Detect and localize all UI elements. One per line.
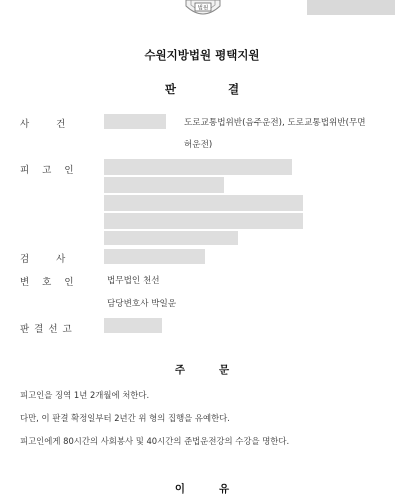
redacted-case-number: [104, 114, 166, 129]
emblem-text: 법원: [197, 5, 209, 12]
order-line: 다만, 이 판결 확정일부터 2년간 위 형의 집행을 유예한다.: [20, 413, 230, 423]
prosecutor-label: 검사: [20, 254, 93, 265]
redacted-prosecutor: [104, 249, 205, 264]
case-value-line-1: 도로교통법위반(음주운전), 도로교통법위반(무면: [184, 118, 366, 128]
order-line: 피고인에게 80시간의 사회봉사 및 40시간의 준법운전강의 수강을 명한다.: [20, 436, 290, 446]
redacted-defendant-line: [104, 159, 292, 175]
redacted-defendant-line: [104, 177, 224, 193]
defendant-label: 피고인: [20, 165, 87, 176]
court-emblem-icon: [182, 0, 224, 18]
court-name: 수원지방법원 평택지원: [144, 48, 260, 62]
redacted-defendant-line: [104, 213, 303, 229]
order-section-title: 주문: [174, 364, 264, 376]
document-title: 판결: [164, 82, 292, 96]
redacted-defendant-line: [104, 231, 238, 245]
redacted-block: [307, 0, 395, 15]
counsel-label: 변호인: [20, 277, 87, 288]
redacted-defendant-line: [104, 195, 303, 211]
case-label: 사건: [20, 119, 93, 130]
sentencing-date-label: 판결선고: [20, 324, 77, 335]
counsel-value-line-1: 법무법인 천선: [107, 276, 160, 286]
counsel-value-line-2: 담당변호사 박일운: [107, 299, 177, 309]
redacted-sentencing-date: [104, 318, 162, 333]
case-value-line-2: 허운전): [184, 140, 213, 150]
reason-section-title: 이유: [174, 483, 264, 495]
order-line: 피고인을 징역 1년 2개월에 처한다.: [20, 390, 150, 400]
